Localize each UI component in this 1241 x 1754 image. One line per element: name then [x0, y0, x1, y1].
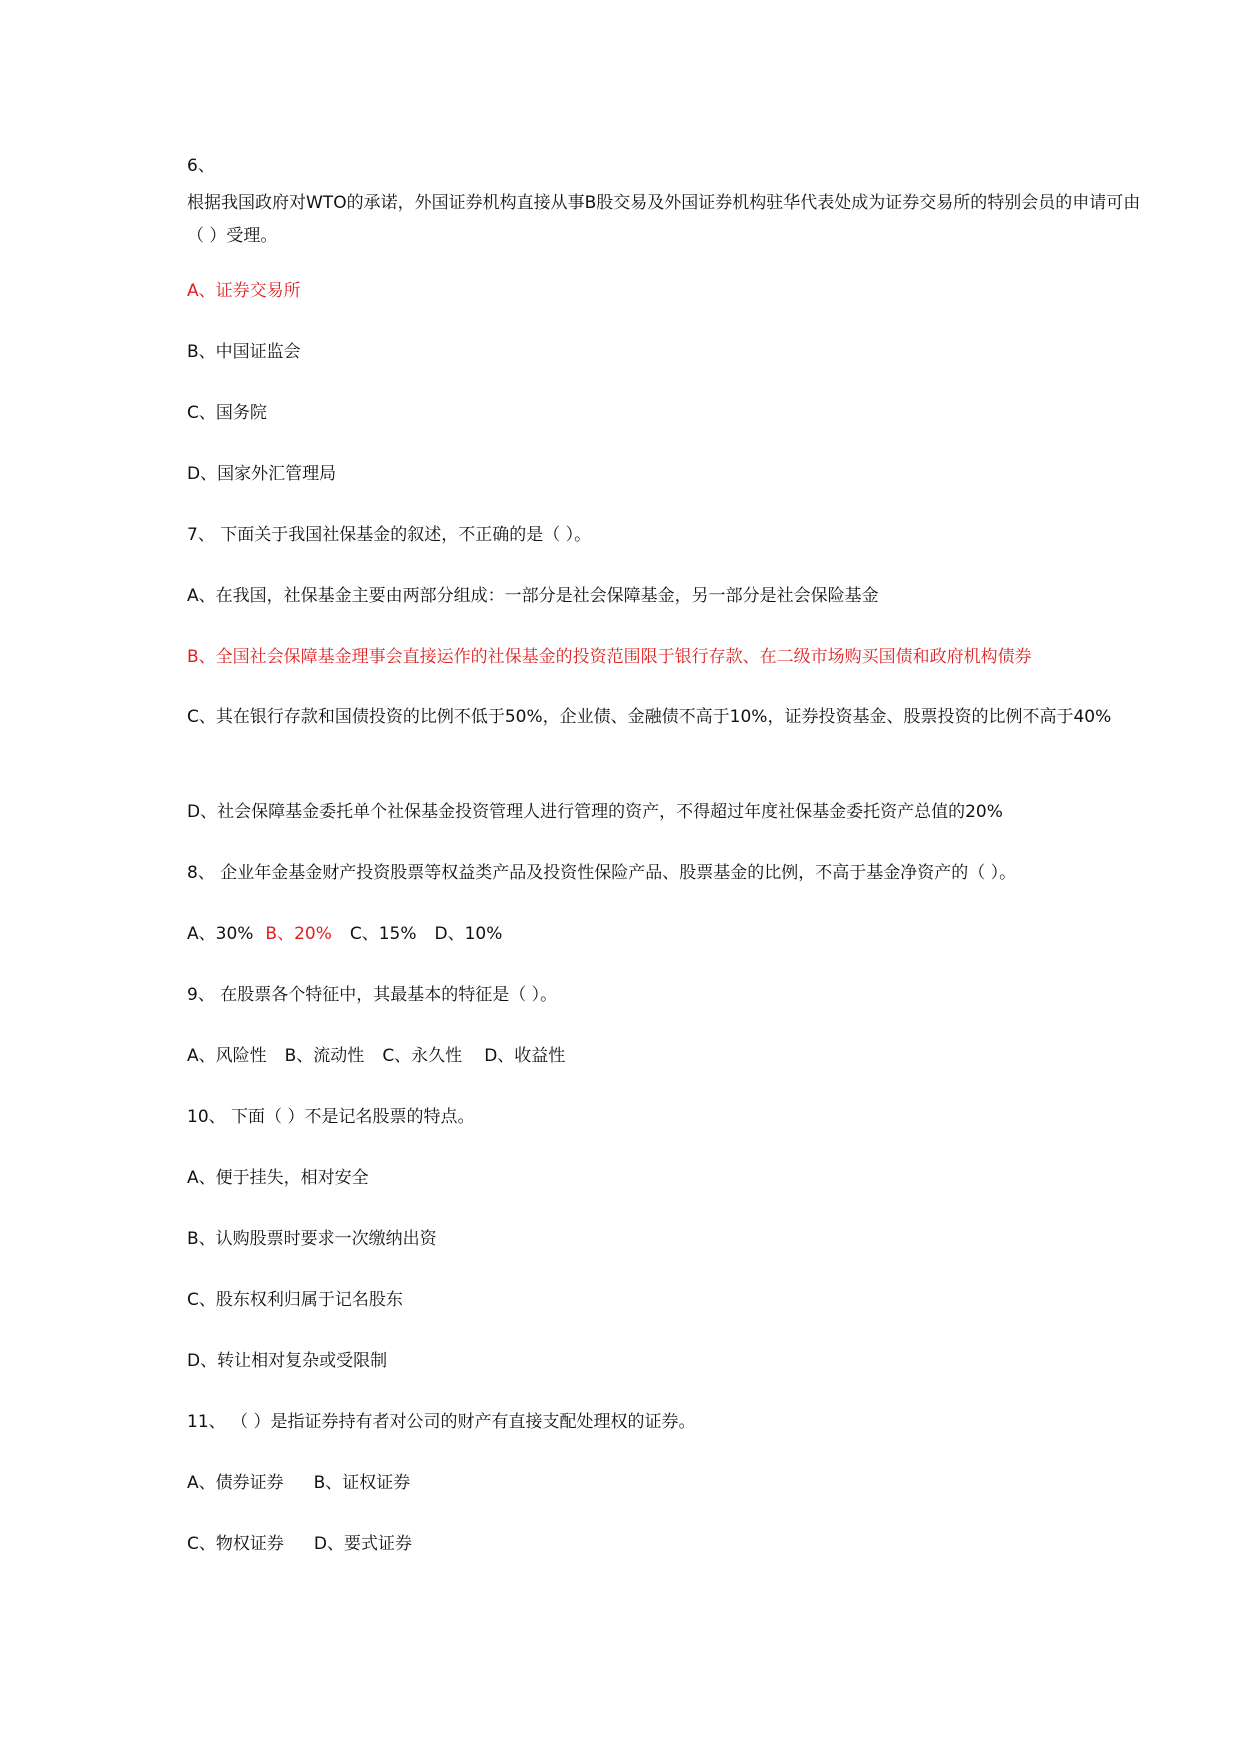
q7-option-b-answer: B、全国社会保障基金理事会直接运作的社保基金的投资范围限于银行存款、在二级市场购买国债和政府机构债券 — [187, 647, 1032, 667]
q10-option-c: C、股东权利归属于记名股东 — [187, 1290, 403, 1310]
q9-option-b: B、流动性 — [284, 1046, 365, 1066]
q11-option-b: B、证权证券 — [313, 1473, 411, 1493]
q9-option-d: D、收益性 — [484, 1046, 566, 1066]
q8-option-d: D、10% — [434, 924, 503, 944]
q11-option-d: D、要式证券 — [313, 1534, 412, 1554]
q10-option-b: B、认购股票时要求一次缴纳出资 — [187, 1229, 437, 1249]
q11-stem: 11、 （ ）是指证券持有者对公司的财产有直接支配处理权的证券。 — [187, 1412, 696, 1432]
q9-stem: 9、 在股票各个特征中，其最基本的特征是（ ）。 — [187, 985, 558, 1005]
q7-option-d: D、社会保障基金委托单个社保基金投资管理人进行管理的资产，不得超过年度社保基金委托资产总值的20% — [187, 802, 1003, 822]
q6-number: 6、 — [187, 156, 215, 176]
q9-options — [187, 1045, 565, 1067]
q6-option-c: C、国务院 — [187, 403, 267, 423]
q8-option-b-answer: B、20% — [265, 924, 332, 944]
q10-stem: 10、 下面（ ）不是记名股票的特点。 — [187, 1107, 475, 1127]
q8-stem: 8、 企业年金基金财产投资股票等权益类产品及投资性保险产品、股票基金的比例，不高于基金净资产的（ ）。 — [187, 863, 1017, 883]
q10-option-d: D、转让相对复杂或受限制 — [187, 1351, 388, 1371]
q8-option-c: C、15% — [349, 924, 417, 944]
q7-option-c: C、其在银行存款和国债投资的比例不低于50%，企业债、金融债不高于10%，证券投资基金、股票投资的比例不高于40% — [187, 707, 1112, 727]
q8-options — [187, 923, 502, 945]
q11-option-c: C、物权证券 — [187, 1534, 284, 1554]
q9-option-a: A、风险性 — [187, 1046, 267, 1066]
q10-option-a: A、便于挂失，相对安全 — [187, 1168, 369, 1188]
q7-option-a: A、在我国，社保基金主要由两部分组成：一部分是社会保障基金，另一部分是社会保险基金 — [187, 586, 879, 606]
q6-option-d: D、国家外汇管理局 — [187, 464, 337, 484]
q11-options-row2 — [187, 1533, 412, 1555]
q9-option-c: C、永久性 — [382, 1046, 463, 1066]
q6-stem: 根据我国政府对WTO的承诺，外国证券机构直接从事B股交易及外国证券机构驻华代表处成为证券交易所的特别会员的申请可由（ ）受理。 — [187, 193, 1141, 246]
q6-option-b: B、中国证监会 — [187, 342, 301, 362]
q11-option-a: A、债券证券 — [187, 1473, 284, 1493]
q6-option-a-answer: A、证券交易所 — [187, 281, 301, 301]
q8-option-a: A、30% — [187, 924, 254, 944]
q11-options-row1 — [187, 1472, 410, 1494]
q7-stem: 7、 下面关于我国社保基金的叙述，不正确的是（ ）。 — [187, 525, 592, 545]
